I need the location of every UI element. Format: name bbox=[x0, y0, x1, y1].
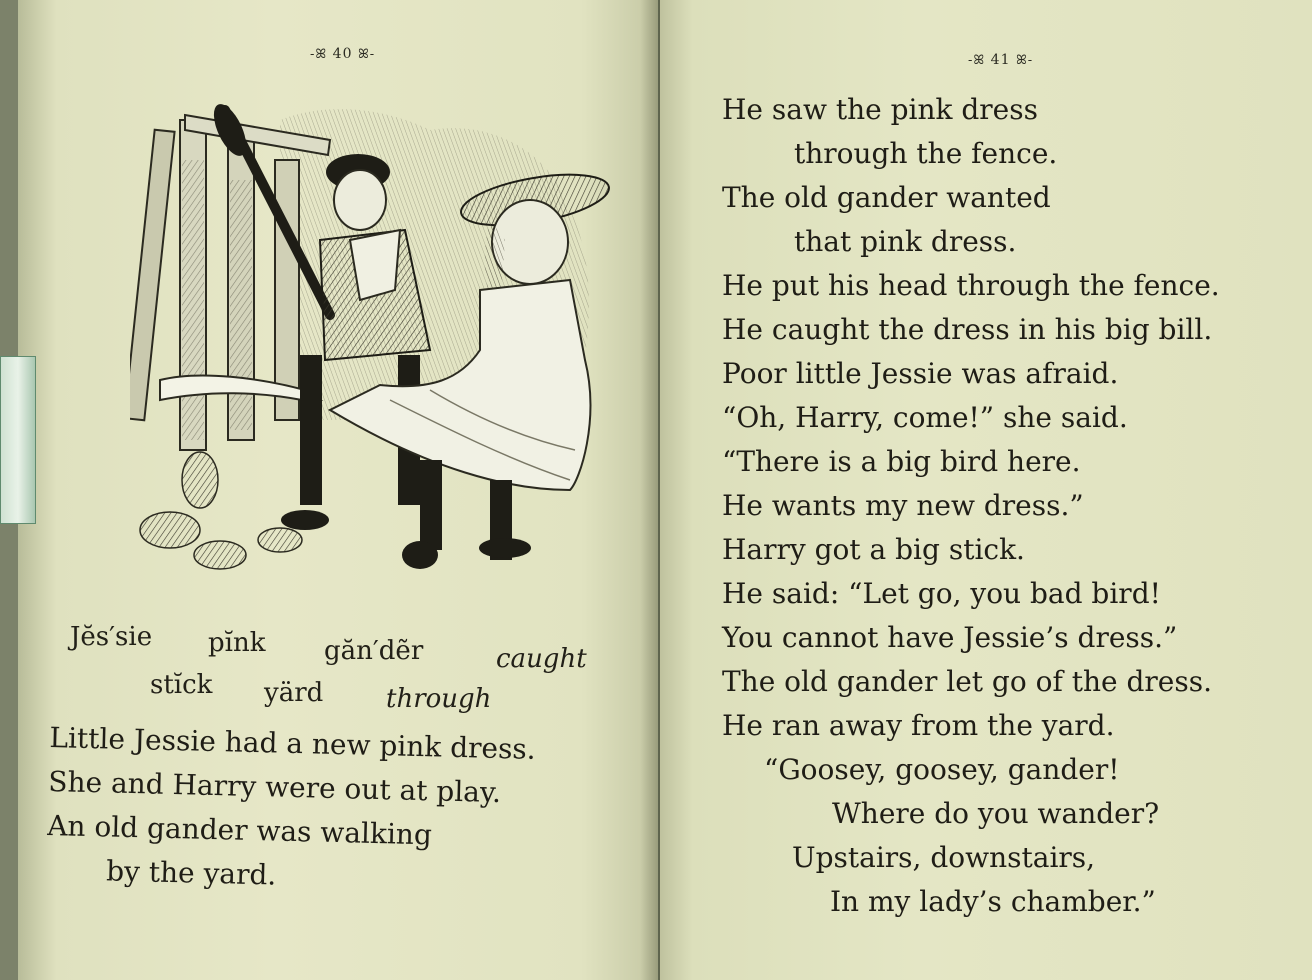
rhyme-line: “Goosey, goosey, gander! bbox=[764, 753, 1120, 786]
left-story-text bbox=[46, 716, 537, 904]
vocab-word: stĭck bbox=[150, 670, 213, 700]
foreground-plants bbox=[140, 452, 302, 569]
right-page bbox=[660, 0, 1312, 980]
text-line: The old gander wanted bbox=[722, 181, 1051, 214]
left-page-number bbox=[310, 46, 375, 62]
illustration-children-gander bbox=[130, 100, 620, 590]
page-number-41: 41 bbox=[990, 52, 1011, 68]
text-line: Poor little Jessie was afraid. bbox=[722, 357, 1119, 390]
text-line: The old gander let go of the dress. bbox=[722, 665, 1212, 698]
text-line: You cannot have Jessie’s dress.” bbox=[722, 621, 1178, 654]
folio-ornament-left: -ꕤ bbox=[968, 53, 986, 68]
page-number-40: 40 bbox=[332, 46, 353, 62]
glass-bookmark-tab bbox=[0, 356, 36, 524]
text-line: Little Jessie had a new pink dress. bbox=[49, 720, 537, 766]
right-story-text bbox=[722, 88, 1220, 748]
left-page bbox=[18, 0, 658, 980]
folio-ornament-right: ꕤ- bbox=[357, 47, 376, 62]
text-line: He put his head through the fence. bbox=[722, 269, 1220, 302]
vocab-word: yärd bbox=[264, 678, 324, 708]
text-line: She and Harry were out at play. bbox=[47, 764, 502, 810]
vocab-word: caught bbox=[496, 644, 587, 674]
text-line: He wants my new dress.” bbox=[722, 489, 1084, 522]
vocab-word: through bbox=[386, 684, 492, 714]
text-line: Harry got a big stick. bbox=[722, 533, 1025, 566]
text-line: He caught the dress in his big bill. bbox=[722, 313, 1213, 346]
text-line: He ran away from the yard. bbox=[722, 709, 1115, 742]
right-page-number bbox=[968, 52, 1033, 68]
folio-ornament-right: ꕤ- bbox=[1015, 53, 1034, 68]
text-line: He said: “Let go, you bad bird! bbox=[722, 577, 1161, 610]
rhyme-line: In my lady’s chamber.” bbox=[830, 885, 1156, 918]
rhyme-line: Where do you wander? bbox=[832, 797, 1160, 830]
text-line: that pink dress. bbox=[794, 225, 1017, 258]
vocab-word: găn′dẽr bbox=[324, 636, 424, 666]
text-line: “There is a big bird here. bbox=[722, 445, 1081, 478]
vocab-word: Jĕs′sie bbox=[70, 622, 153, 652]
rhyme-line: Upstairs, downstairs, bbox=[792, 841, 1096, 874]
text-line: by the yard. bbox=[105, 854, 277, 892]
folio-ornament-left: -ꕤ bbox=[310, 47, 328, 62]
text-line: An old gander was walking bbox=[46, 808, 433, 852]
text-line: through the fence. bbox=[794, 137, 1058, 170]
text-line: He saw the pink dress bbox=[722, 93, 1038, 126]
nursery-rhyme bbox=[764, 748, 1159, 924]
text-line: “Oh, Harry, come!” she said. bbox=[722, 401, 1128, 434]
vocab-word: pĭnk bbox=[208, 628, 266, 658]
